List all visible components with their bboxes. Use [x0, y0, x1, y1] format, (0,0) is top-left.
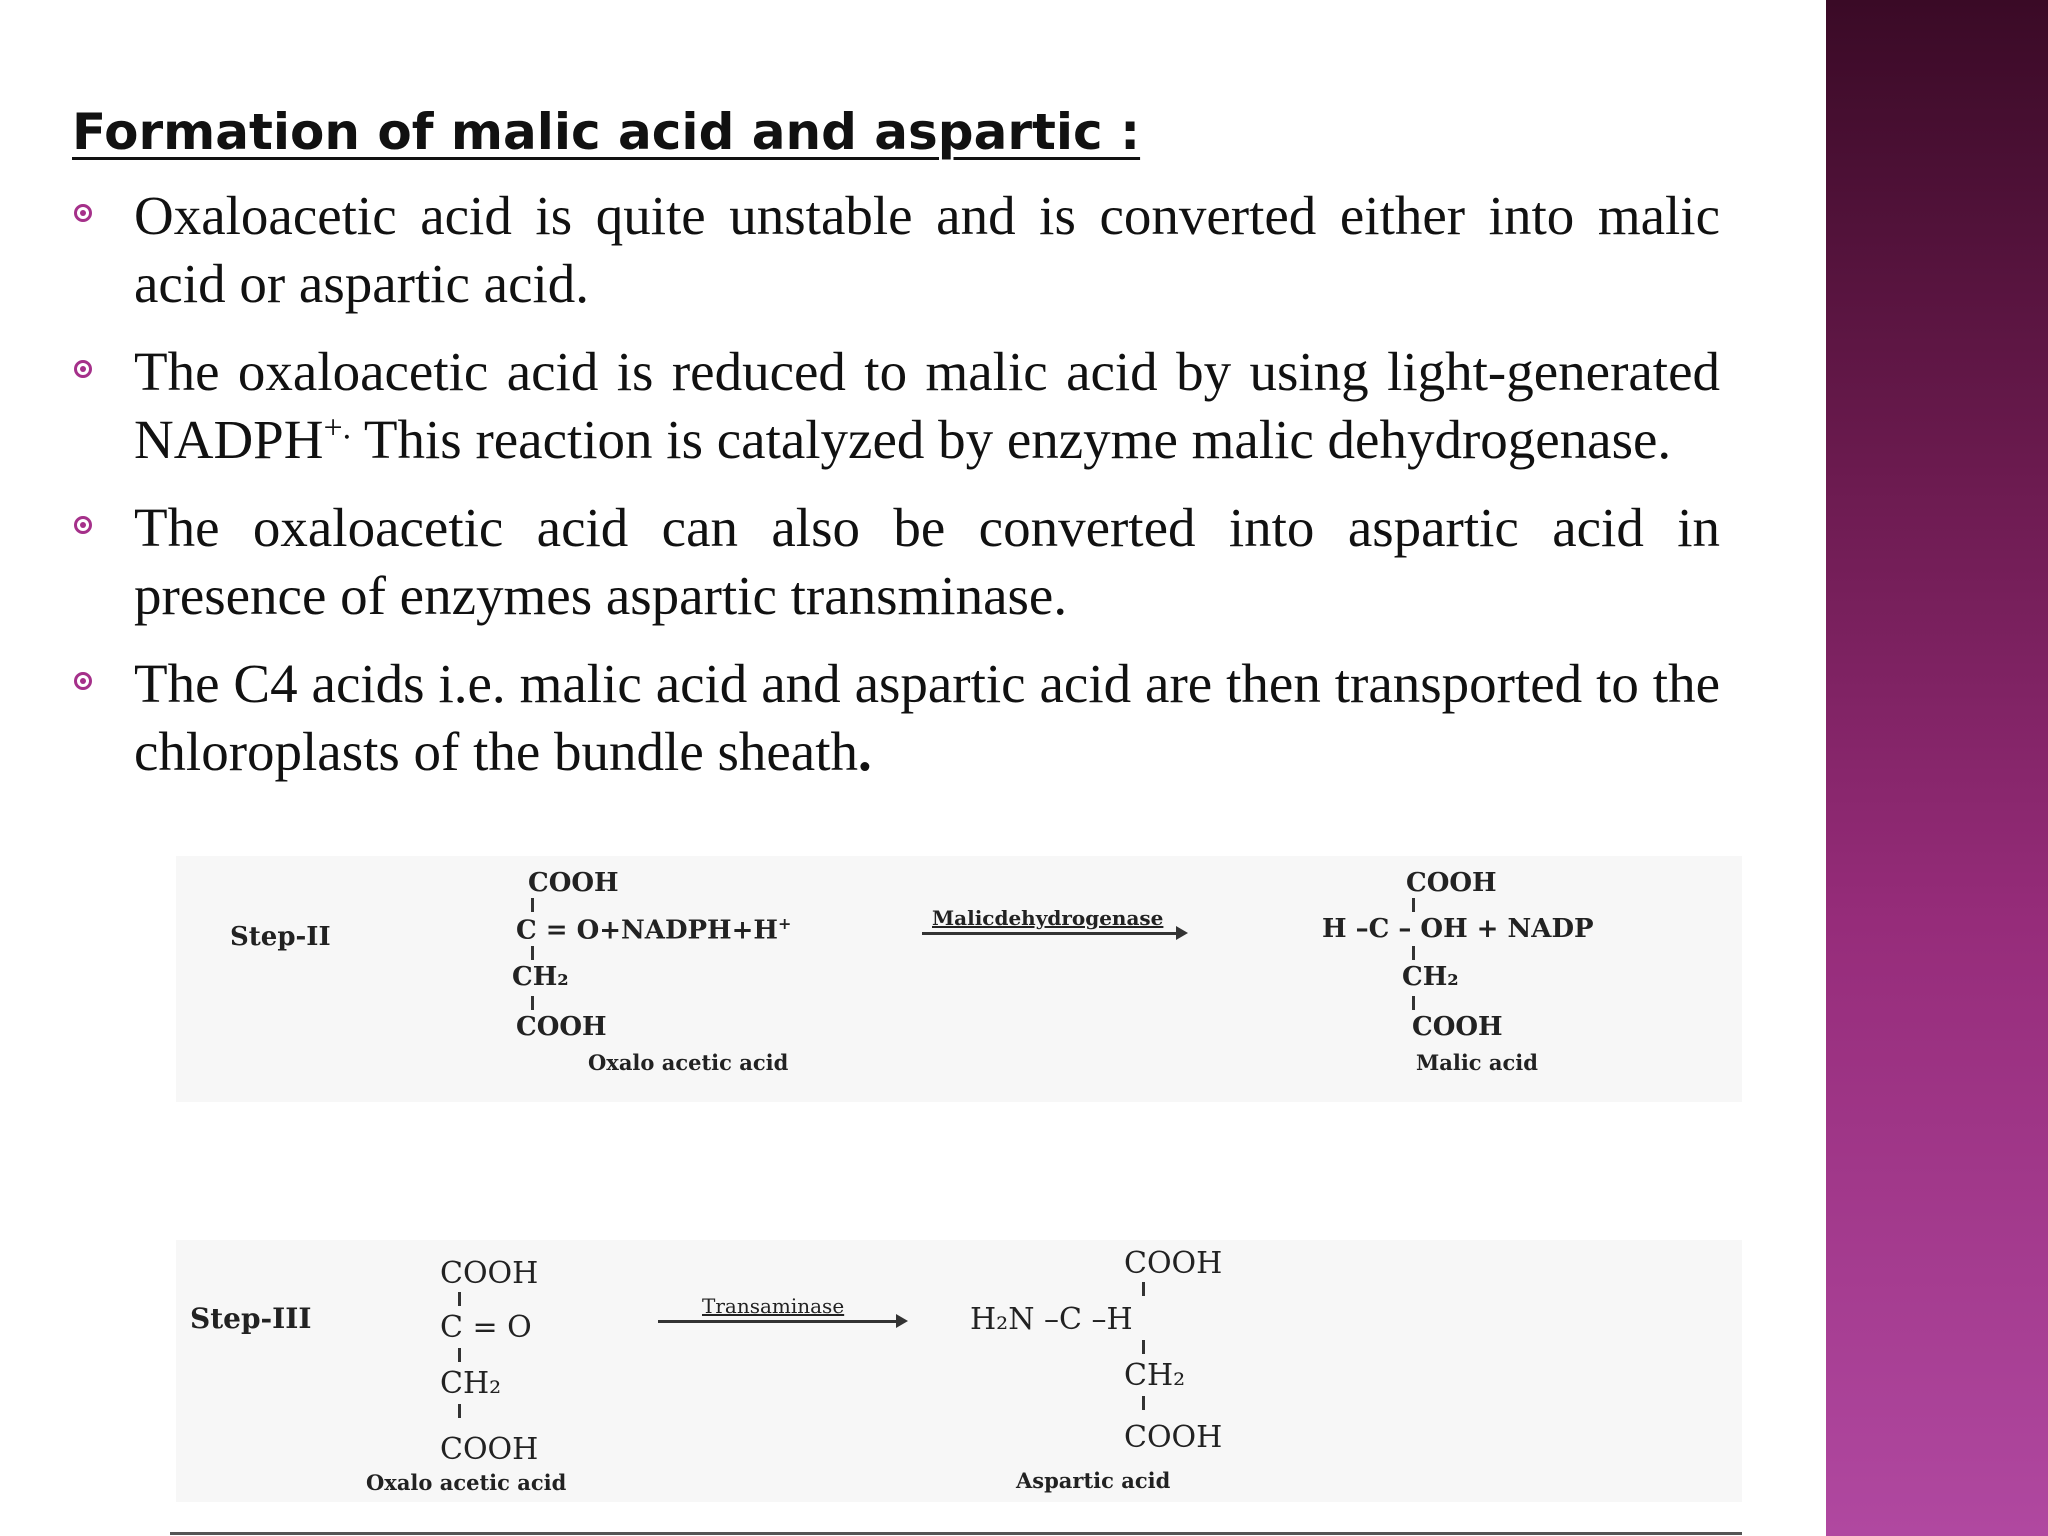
malic-ch2: CH₂ — [1402, 962, 1459, 992]
bullet-item — [72, 650, 1720, 786]
bullet-item — [72, 182, 1720, 318]
reaction-arrow-icon — [658, 1320, 898, 1323]
bond-line — [531, 898, 534, 912]
superscript: + — [777, 914, 792, 933]
bond-line — [458, 1404, 461, 1418]
oxaloacetic-cooh-bottom: COOH — [440, 1432, 539, 1467]
bond-line — [1142, 1282, 1145, 1296]
bullet-text: The oxaloacetic acid can also be converted into aspartic acid in presence of enzymes aspartic transminase. — [134, 497, 1720, 626]
bullet-marker-icon — [74, 672, 92, 690]
bond-line — [1412, 898, 1415, 912]
bullet-item — [72, 338, 1720, 474]
bond-line — [1412, 946, 1415, 960]
reaction-diagram-step-3 — [176, 1240, 1742, 1502]
oxaloacetic-cooh-top: COOH — [440, 1256, 539, 1291]
decorative-sidebar — [1826, 0, 2048, 1536]
aspartic-cooh-top: COOH — [1124, 1246, 1223, 1281]
compound-name: Oxalo acetic acid — [588, 1050, 789, 1075]
compound-name: Aspartic acid — [1016, 1468, 1171, 1493]
malic-center: H –C – OH + NADP — [1322, 914, 1594, 944]
oxaloacetic-ch2: CH₂ — [440, 1366, 502, 1401]
oxaloacetic-ch2: CH₂ — [512, 962, 569, 992]
bond-line — [531, 996, 534, 1010]
bond-line — [458, 1348, 461, 1362]
enzyme-label: Malicdehydrogenase — [932, 906, 1164, 930]
bullet-text: Oxaloacetic acid is quite unstable and is converted either into malic acid or aspartic acid. — [134, 185, 1720, 314]
bullet-marker-icon — [74, 204, 92, 222]
bullet-text-part: The C4 acids i.e. malic acid and aspartic acid are then transported to the chloroplasts of the bundle sheath — [134, 653, 1720, 782]
bullet-text — [134, 650, 1720, 786]
aspartic-ch2: CH₂ — [1124, 1358, 1186, 1393]
bullet-text-part: This reaction is catalyzed by enzyme malic dehydrogenase. — [351, 409, 1672, 470]
bond-line — [1412, 996, 1415, 1010]
oxaloacetic-cooh-bottom: COOH — [516, 1012, 607, 1042]
slide-title: Formation of malic acid and aspartic : — [72, 103, 1141, 161]
superscript: +. — [323, 409, 352, 447]
oxaloacetic-center: C = O — [440, 1310, 532, 1345]
bullet-text-part: The oxaloacetic acid is reduced to malic acid by using light-generated NADPH — [134, 341, 1720, 470]
compound-name: Oxalo acetic acid — [366, 1470, 567, 1495]
bullet-text-end: . — [858, 721, 872, 782]
malic-cooh-top: COOH — [1406, 868, 1497, 898]
bullet-marker-icon — [74, 516, 92, 534]
oxaloacetic-cooh-top: COOH — [528, 868, 619, 898]
enzyme-label: Transaminase — [702, 1294, 845, 1318]
compound-name: Malic acid — [1416, 1050, 1538, 1075]
bullet-list — [72, 182, 1720, 806]
bullet-marker-icon — [74, 360, 92, 378]
bullet-text — [134, 338, 1720, 474]
step-label: Step-II — [230, 922, 331, 952]
reaction-diagram-step-2 — [176, 856, 1742, 1102]
bond-line — [1142, 1340, 1145, 1354]
bond-line — [1142, 1396, 1145, 1410]
step-label: Step-III — [190, 1302, 312, 1335]
malic-cooh-bottom: COOH — [1412, 1012, 1503, 1042]
bond-line — [458, 1292, 461, 1306]
bond-line — [531, 946, 534, 960]
divider — [170, 1532, 1742, 1535]
aspartic-cooh-bottom: COOH — [1124, 1420, 1223, 1455]
bullet-item — [72, 494, 1720, 630]
formula-text: C = O+NADPH+H — [516, 915, 778, 946]
reaction-arrow-icon — [922, 932, 1178, 935]
aspartic-center: H₂N –C –H — [970, 1302, 1133, 1337]
oxaloacetic-center — [516, 914, 791, 946]
